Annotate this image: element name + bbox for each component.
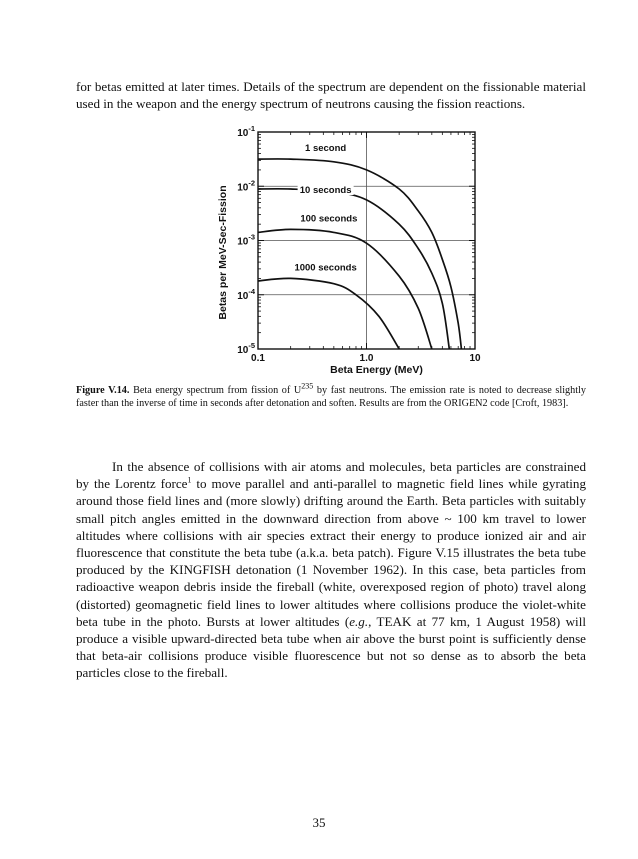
y-tick-label: $10^{-3}$ — [237, 232, 255, 248]
beta-spectrum-chart — [210, 120, 500, 380]
caption-label: Figure V.14. — [76, 385, 130, 396]
caption-superscript: 235 — [301, 381, 314, 391]
y-tick-label: $10^{-2}$ — [237, 178, 255, 194]
caption-text: Beta energy spectrum from fission of U — [129, 385, 302, 396]
caption-text-end: by fast neutrons. The emission rate is noted to decrease slightly faster than the inverse of time in seconds after detonation and soften. Results are from the ORIGEN2 code [Croft, 1983]. — [76, 385, 586, 410]
series-label-1: 1 second — [305, 143, 347, 155]
series-label-3: 100 seconds — [300, 213, 358, 225]
y-axis-label: Betas per MeV-Sec-Fission — [217, 185, 229, 320]
body-paragraph — [76, 458, 586, 682]
figure-caption — [76, 381, 586, 411]
x-axis-label: Beta Energy (MeV) — [330, 364, 423, 376]
body-text-2: to move parallel and anti-parallel to magnetic field lines while gyrating around those field lines and (more slowly) drifting around the Earth. Beta particles with suitably small pitch angles emitted in the downward direction from above ~ 100 km travel to lower altitudes where collisions with air species extract their energy to produce ionized air and air fluorescence that constitute the beta tube (a.k.a. beta patch). Figure V.15 illustrates the beta tube produced by the KINGFISH detonation (1 November 1962). In this case, beta particles from radioactive weapon debris inside the fireball (white, overexposed region of photo) travel along (distorted) geomagnetic field lines to lower altitudes where collisions produce the violet-white beta tube in the photo. Bursts at lower altitudes ( — [76, 476, 586, 629]
x-tick-label: 1.0 — [359, 353, 374, 364]
body-text-1: In the absence of collisions with air atoms and molecules, beta particles are constrained by the Lorentz force — [76, 459, 586, 492]
footnote-marker: 1 — [187, 475, 192, 485]
x-tick-label: 0.1 — [251, 353, 265, 364]
body-text-3: , TEAK at 77 km, 1 August 1958) will produce a visible upward-directed beta tube when air above the burst point is sufficiently dense that beta-air collisions produce visible fluorescence but not so dense as to absorb the beta particles close to the fireball. — [76, 613, 586, 681]
intro-paragraph: for betas emitted at later times. Details of the spectrum are dependent on the fissionable material used in the weapon and the energy spectrum of neutrons causing the fission reactions. — [76, 79, 586, 112]
series-label-4: 1000 seconds — [294, 262, 357, 274]
y-tick-label: $10^{-1}$ — [237, 124, 255, 139]
x-tick-label: 10 — [469, 353, 481, 364]
beta-spectrum-figure — [210, 120, 500, 385]
series-label-2: 10 seconds — [299, 184, 352, 196]
series-line-1 — [258, 159, 461, 349]
y-tick-label: $10^{-4}$ — [237, 286, 255, 302]
series-line-3 — [258, 229, 432, 349]
body-italic: e.g. — [349, 613, 369, 629]
y-tick-label: $10^{-5}$ — [237, 341, 255, 356]
page-number: 35 — [312, 815, 326, 830]
series-line-4 — [258, 278, 399, 349]
